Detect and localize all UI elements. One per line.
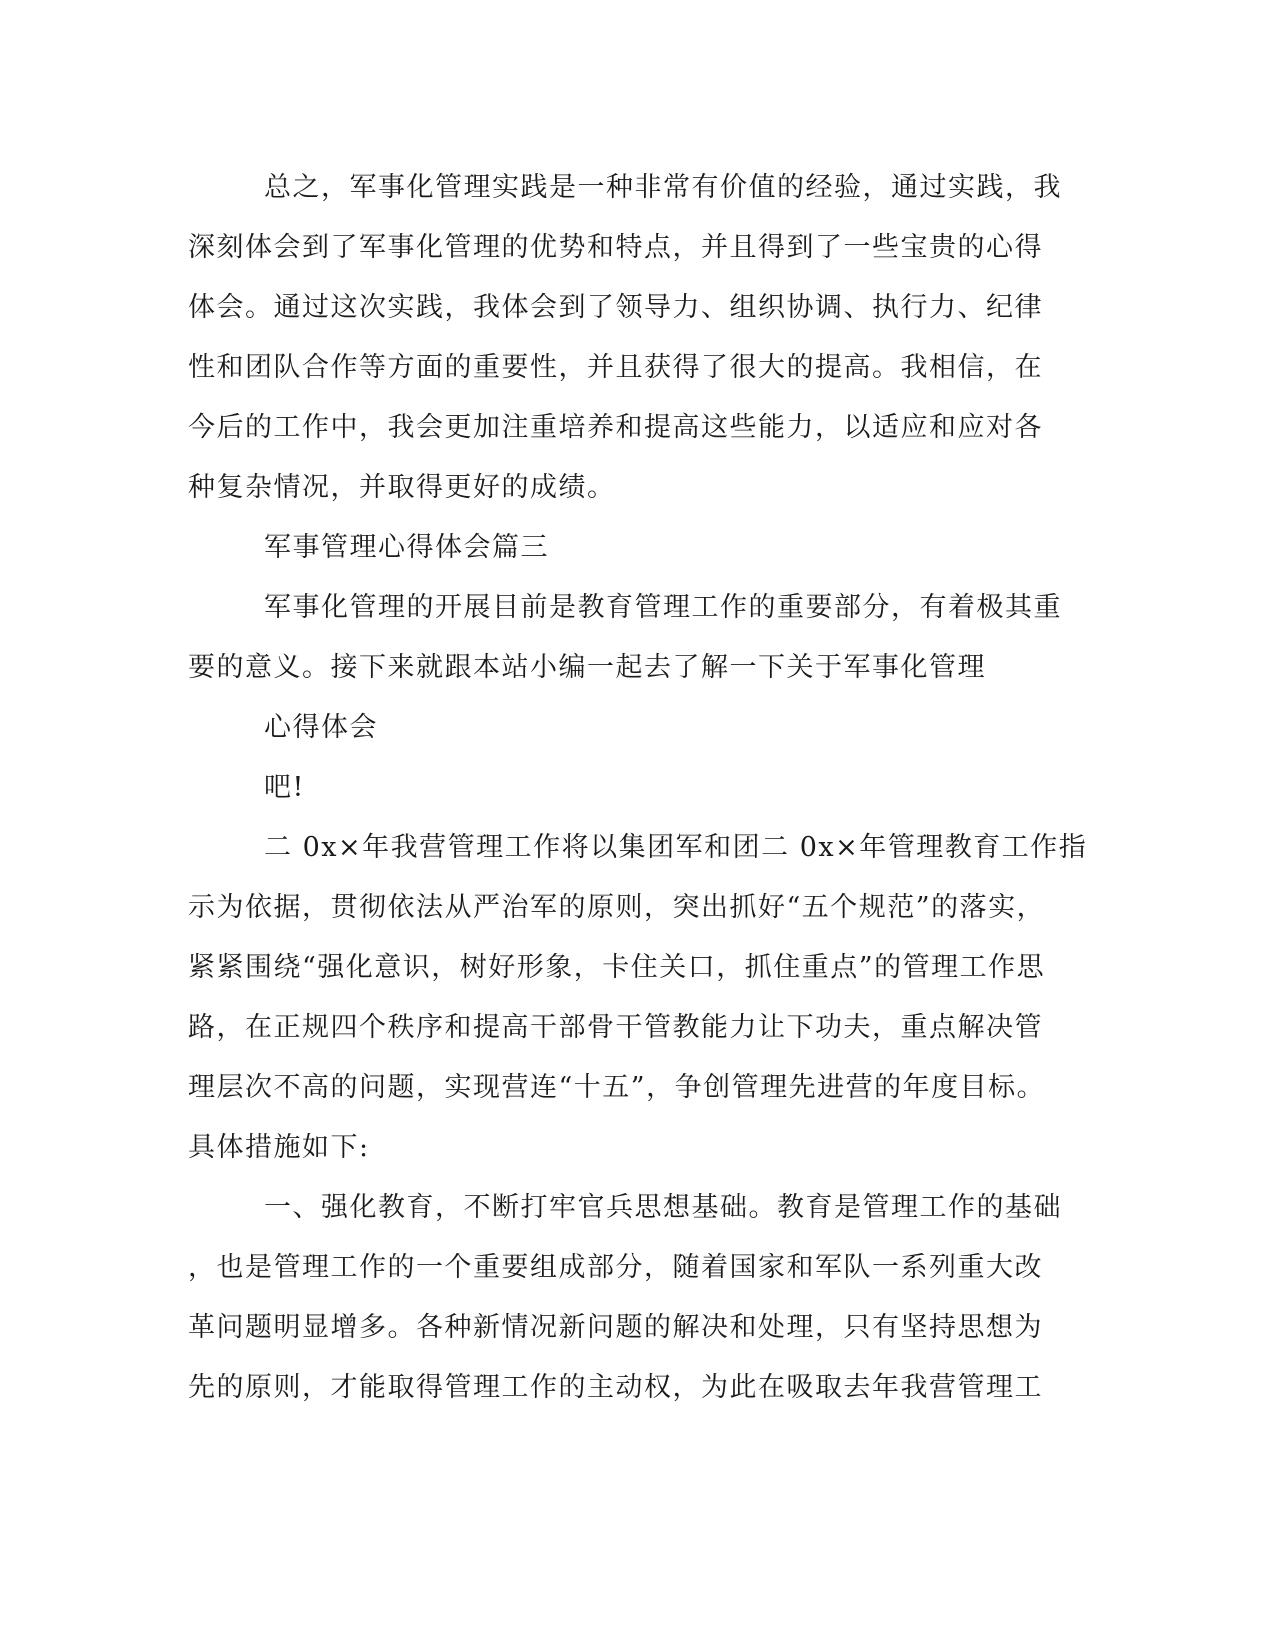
text-line: 革问题明显增多。各种新情况新问题的解决和处理，只有坚持思想为 (188, 1312, 1043, 1343)
text-line: 军事化管理的开展目前是教育管理工作的重要部分，有着极其重 (264, 592, 1062, 623)
text-line: 吧! (264, 772, 305, 803)
section-heading: 军事管理心得体会篇三 (264, 532, 549, 563)
text-line: 今后的工作中，我会更加注重培养和提高这些能力，以适应和应对各 (188, 412, 1043, 443)
text-line: 一、强化教育，不断打牢官兵思想基础。教育是管理工作的基础 (264, 1192, 1062, 1223)
text-line: 示为依据，贯彻依法从严治军的原则，突出抓好“五个规范”的落实， (188, 892, 1046, 923)
text-line: 性和团队合作等方面的重要性，并且获得了很大的提高。我相信，在 (188, 352, 1043, 383)
document-body (188, 158, 1088, 1418)
text-line: 体会。通过这次实践，我体会到了领导力、组织协调、执行力、纪律 (188, 292, 1043, 323)
text-line: 总之，军事化管理实践是一种非常有价值的经验，通过实践，我 (264, 172, 1062, 203)
text-line: 先的原则，才能取得管理工作的主动权，为此在吸取去年我营管理工 (188, 1372, 1043, 1403)
text-line: ，也是管理工作的一个重要组成部分，随着国家和军队一系列重大改 (188, 1252, 1043, 1283)
text-line: 心得体会 (264, 712, 378, 743)
text-line: 深刻体会到了军事化管理的优势和特点，并且得到了一些宝贵的心得 (188, 232, 1043, 263)
text-line: 路，在正规四个秩序和提高干部骨干管教能力让下功夫，重点解决管 (188, 1012, 1043, 1043)
text-line: 二 0x×年我营管理工作将以集团军和团二 0x×年管理教育工作指 (264, 832, 1088, 863)
text-line: 种复杂情况，并取得更好的成绩。 (188, 472, 616, 503)
text-line: 理层次不高的问题，实现营连“十五”，争创管理先进营的年度目标。 (188, 1072, 1046, 1103)
text-line: 紧紧围绕“强化意识，树好形象，卡住关口，抓住重点”的管理工作思 (188, 952, 1046, 983)
text-line: 具体措施如下: (188, 1132, 370, 1163)
text-line: 要的意义。接下来就跟本站小编一起去了解一下关于军事化管理 (188, 652, 986, 683)
